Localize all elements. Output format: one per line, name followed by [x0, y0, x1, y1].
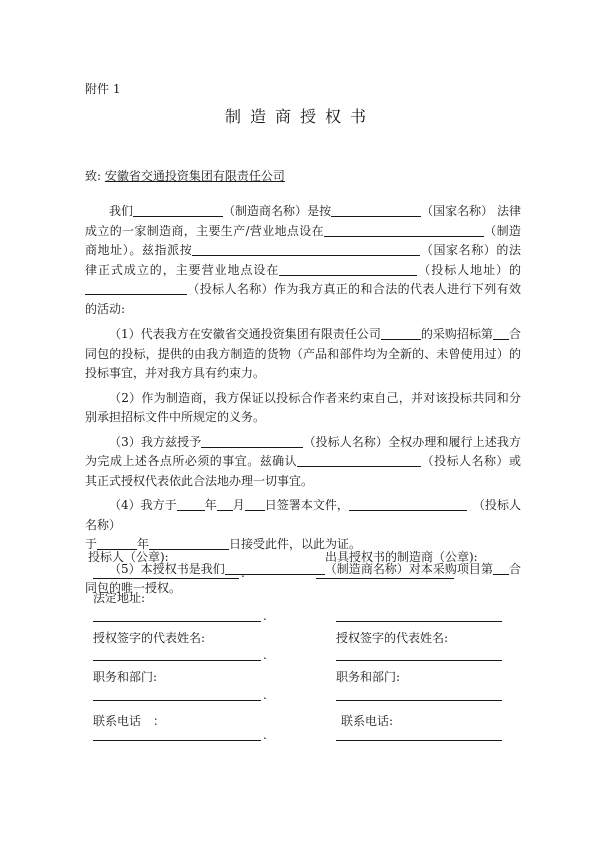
blank-country-name-2[interactable] — [192, 242, 420, 256]
blank-lot-number-2[interactable] — [493, 561, 509, 575]
paragraph-item-1: （1）代表我方在安徽省交通投资集团有限责任公司 的采购招标第 合同包的投标，提供的由我方制造的货物（产品和部件均为全新的、未曾使用过）的投标事宜，并对我方具有约束力。 — [85, 327, 521, 380]
right-dept-line[interactable] — [336, 700, 502, 701]
right-phone-label: 联系电话: — [341, 714, 394, 728]
manufacturer-seal-label: 出具授权书的制造商（公章): — [325, 550, 478, 564]
right-rep-name-line[interactable] — [336, 660, 502, 661]
right-phone-line[interactable] — [336, 740, 502, 741]
blank-receiving-bidder[interactable] — [349, 497, 467, 511]
line-dot: . — [263, 688, 267, 702]
letter-body — [85, 202, 521, 604]
blank-manufacturer-address[interactable] — [324, 223, 484, 237]
blank-sign-month[interactable] — [217, 497, 233, 511]
blank-country-name[interactable] — [331, 203, 421, 217]
addressee-name: 安徽省交通投资集团有限责任公司 — [104, 169, 285, 183]
blank-accept-day[interactable] — [169, 536, 229, 550]
paragraph-item-2: （2）作为制造商，我方保证以投标合作者来约束自己，并对该投标共同和分别承担招标文件中所规定的义务。 — [85, 390, 521, 424]
blank-manufacturer-name-2[interactable] — [225, 561, 325, 575]
blank-manufacturer-name[interactable] — [133, 203, 223, 217]
blank-authorized-bidder[interactable] — [201, 434, 303, 448]
legal-address-line[interactable] — [93, 621, 261, 622]
left-phone-label: 联系电话 ： — [93, 714, 166, 728]
blank-bidder-address[interactable] — [279, 262, 417, 276]
left-rep-name-label: 授权签字的代表姓名: — [93, 631, 206, 645]
line-dot: . — [263, 728, 267, 742]
left-rep-name-line[interactable] — [93, 660, 261, 661]
paragraph-item-4: （4）我方于 年 月 日签署本文件， （投标人名称） 于 年 日接受此件，以此为证。 — [85, 498, 521, 551]
manufacturer-seal-line[interactable] — [316, 578, 454, 579]
line-dot: . — [263, 609, 267, 623]
blank-lot-number[interactable] — [493, 326, 509, 340]
right-rep-name-label: 授权签字的代表姓名: — [336, 631, 449, 645]
blank-project[interactable] — [381, 326, 421, 340]
paragraph-item-5: （5）本授权书是我们 （制造商名称）对本采购项目第 合同包的唯一授权。 — [85, 561, 521, 595]
right-dept-label: 职务和部门: — [336, 670, 401, 684]
blank-sign-day[interactable] — [245, 497, 265, 511]
paragraph-item-3: （3）我方兹授予 （投标人名称）全权办理和履行上述我方为完成上述各点所必须的事宜。兹确认 （投标人名称）或其正式授权代表依此合法地办理一切事宜。 — [85, 434, 521, 488]
bidder-seal-line[interactable] — [93, 578, 239, 579]
manufacturer-address-line[interactable] — [336, 621, 502, 622]
paragraph-intro: 我们 （制造商名称）是按 （国家名称） 法律成立的一家制造商，主要生产/营业地点设在 （制造商地址）。兹指派按 （国家名称）的法律正式成立的，主要营业地点设在 （投标人地址）的（投标人名称）作为我方真正的和合法的代表人进行下列有效的活动: — [85, 204, 521, 316]
left-dept-label: 职务和部门: — [93, 670, 158, 684]
bidder-seal-label: 投标人（公章): — [88, 550, 169, 564]
blank-confirmed-bidder[interactable] — [297, 453, 421, 467]
addressee-prefix: 致: — [85, 169, 102, 183]
line-dot: . — [241, 566, 245, 580]
document-title: 制造商授权书 — [224, 107, 375, 126]
left-dept-line[interactable] — [93, 700, 261, 701]
blank-sign-year[interactable] — [177, 497, 205, 511]
addressee-line — [85, 167, 285, 184]
annex-label: 附件 1 — [85, 82, 121, 96]
left-phone-line[interactable] — [93, 740, 261, 741]
legal-address-label: 法定地址: — [93, 591, 146, 605]
line-dot: . — [263, 648, 267, 662]
blank-bidder-name[interactable] — [85, 281, 187, 295]
